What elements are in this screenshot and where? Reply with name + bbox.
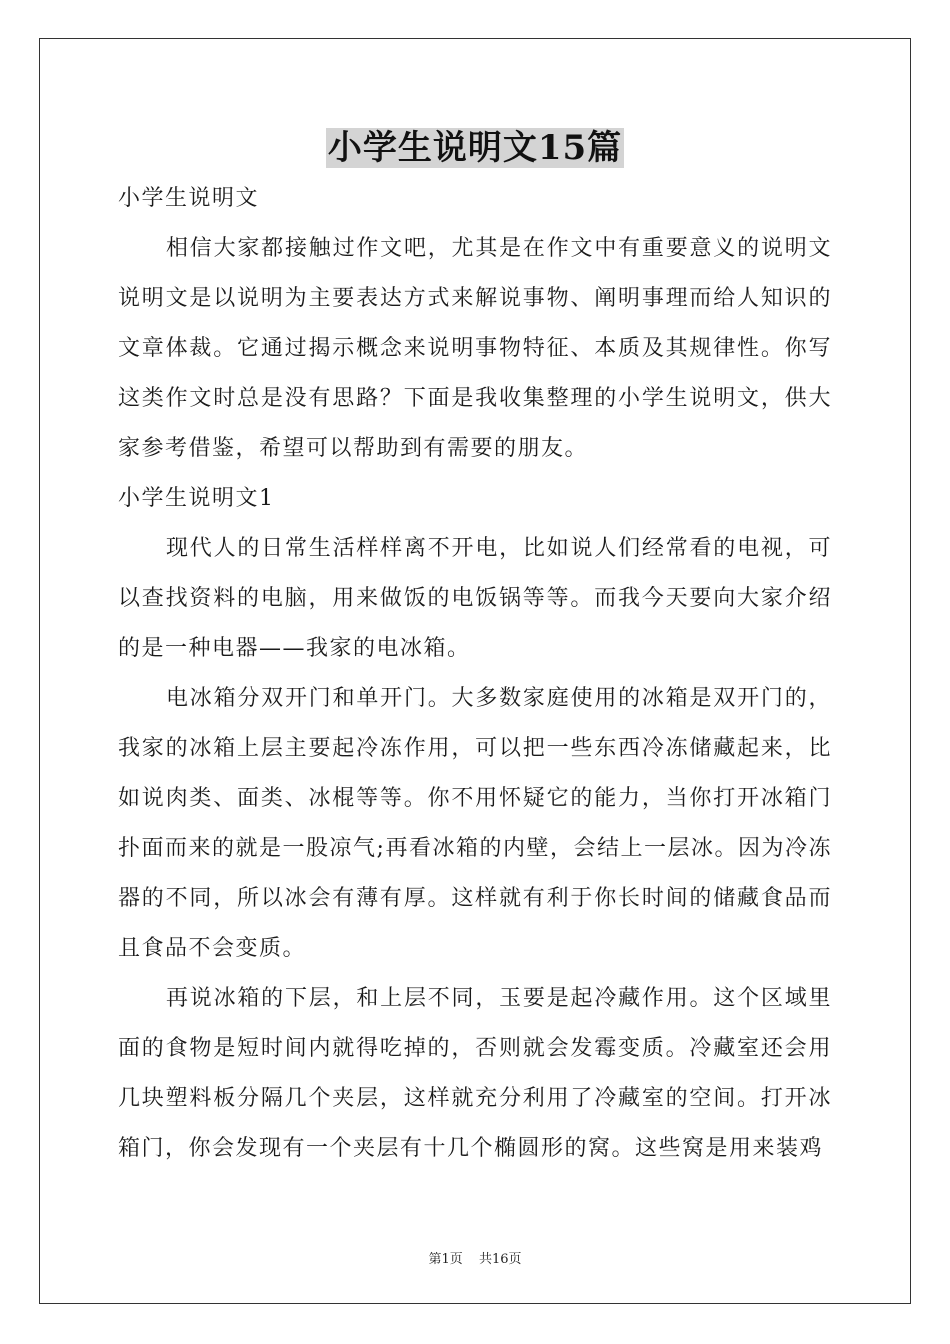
page-number: 第1页 (428, 1252, 463, 1267)
paragraph: 再说冰箱的下层，和上层不同，玉要是起冷藏作用。这个区域里面的食物是短时间内就得吃掉的，否则就会发霉变质。冷藏室还会用几块塑料板分隔几个夹层，这样就充分利用了冷藏室的空间。打开冰箱门，你会发现有一个夹层有十几个椭圆形的窝。这些窝是用来装鸡 (118, 986, 832, 1161)
section-heading: 小学生说明文 (118, 186, 260, 211)
title-wrap (0, 128, 950, 168)
document-body (118, 174, 832, 1174)
page-total: 共16页 (478, 1252, 522, 1267)
page-footer (0, 1248, 950, 1267)
paragraph: 电冰箱分双开门和单开门。大多数家庭使用的冰箱是双开门的，我家的冰箱上层主要起冷冻作用，可以把一些东西冷冻储藏起来，比如说肉类、面类、冰棍等等。你不用怀疑它的能力，当你打开冰箱门扑面而来的就是一股凉气;再看冰箱的内壁，会结上一层冰。因为冷冻器的不同，所以冰会有薄有厚。这样就有利于你长时间的储藏食品而且食品不会变质。 (118, 686, 832, 961)
section-heading: 小学生说明文1 (118, 486, 275, 511)
document-title: 小学生说明文15篇 (327, 128, 623, 168)
paragraph: 相信大家都接触过作文吧，尤其是在作文中有重要意义的说明文说明文是以说明为主要表达方式来解说事物、阐明事理而给人知识的文章体裁。它通过揭示概念来说明事物特征、本质及其规律性。你写这类作文时总是没有思路？下面是我收集整理的小学生说明文，供大家参考借鉴，希望可以帮助到有需要的朋友。 (118, 236, 832, 461)
paragraph: 现代人的日常生活样样离不开电，比如说人们经常看的电视，可以查找资料的电脑，用来做饭的电饭锅等等。而我今天要向大家介绍的是一种电器——我家的电冰箱。 (118, 536, 832, 661)
